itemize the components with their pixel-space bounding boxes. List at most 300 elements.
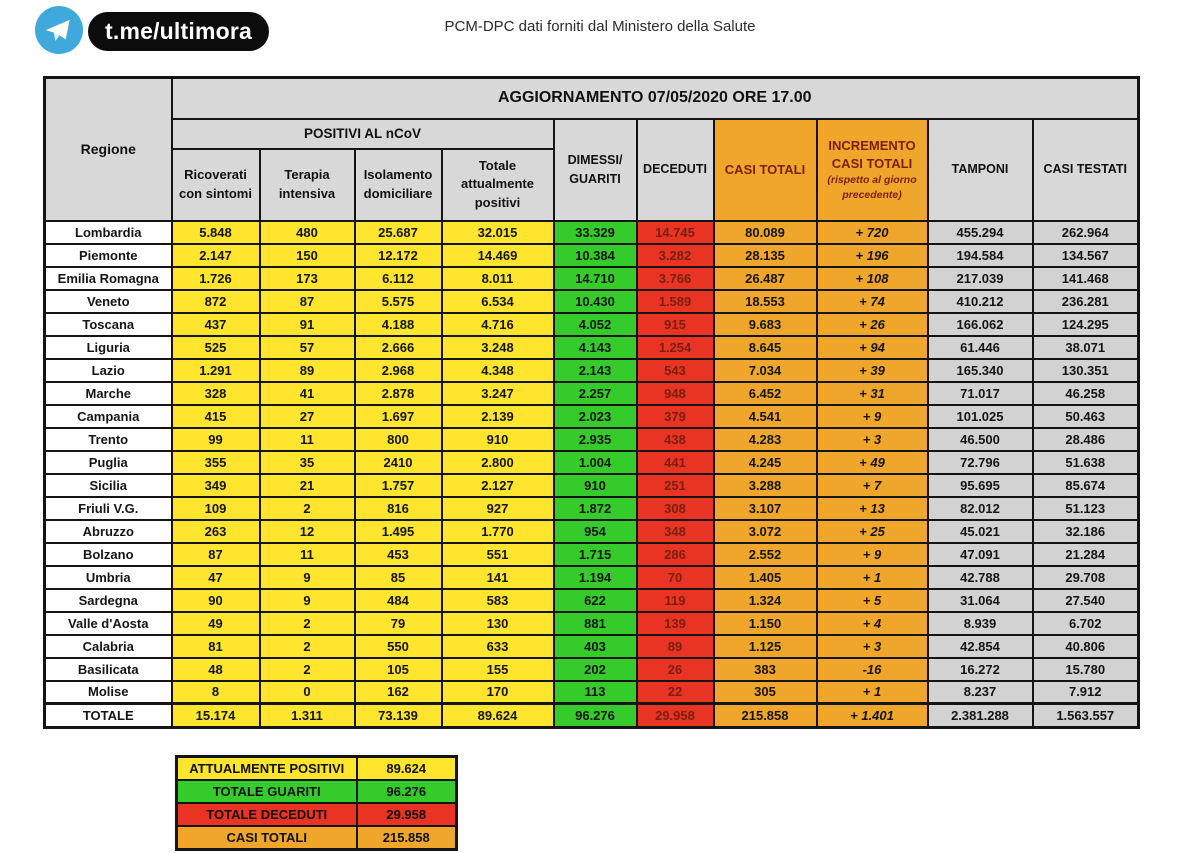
value-cell: 130 [442,612,554,635]
value-cell: 251 [637,474,714,497]
value-cell: 79 [355,612,442,635]
value-cell: 4.188 [355,313,442,336]
table-row [45,543,1139,566]
region-cell: Liguria [45,336,172,359]
value-cell: 215.858 [714,704,817,728]
value-cell: 872 [172,290,260,313]
value-cell: 441 [637,451,714,474]
value-cell: + 4 [817,612,928,635]
header-tamponi: TAMPONI [928,119,1033,221]
value-cell: 2 [260,635,355,658]
value-cell: 525 [172,336,260,359]
value-cell: 7.034 [714,359,817,382]
table-row [45,290,1139,313]
value-cell: 9 [260,589,355,612]
value-cell: 1.697 [355,405,442,428]
value-cell: 881 [554,612,637,635]
value-cell: 87 [172,543,260,566]
value-cell: 32.186 [1033,520,1139,543]
value-cell: 383 [714,658,817,681]
value-cell: 2.552 [714,543,817,566]
region-cell: Campania [45,405,172,428]
value-cell: 12 [260,520,355,543]
value-cell: 1.125 [714,635,817,658]
value-cell: 550 [355,635,442,658]
value-cell: 113 [554,681,637,704]
region-cell: Puglia [45,451,172,474]
header-incremento-note: (rispetto al giorno precedente) [827,174,917,201]
table-row [45,497,1139,520]
value-cell: 2.935 [554,428,637,451]
value-cell: 6.702 [1033,612,1139,635]
value-cell: 15.780 [1033,658,1139,681]
value-cell: 49 [172,612,260,635]
value-cell: 0 [260,681,355,704]
value-cell: 21 [260,474,355,497]
value-cell: 2.878 [355,382,442,405]
legend-label: CASI TOTALI [177,826,357,850]
value-cell: 1.715 [554,543,637,566]
value-cell: 51.123 [1033,497,1139,520]
region-cell: Marche [45,382,172,405]
region-cell: Basilicata [45,658,172,681]
value-cell: 410.212 [928,290,1033,313]
value-cell: 437 [172,313,260,336]
value-cell: 46.258 [1033,382,1139,405]
region-cell: Sicilia [45,474,172,497]
value-cell: + 196 [817,244,928,267]
value-cell: 15.174 [172,704,260,728]
value-cell: 800 [355,428,442,451]
value-cell: 583 [442,589,554,612]
region-cell: Piemonte [45,244,172,267]
table-row [45,336,1139,359]
value-cell: 543 [637,359,714,382]
table-row [45,221,1139,244]
value-cell: 1.004 [554,451,637,474]
value-cell: 12.172 [355,244,442,267]
value-cell: 95.695 [928,474,1033,497]
value-cell: + 7 [817,474,928,497]
header-casi-totali: CASI TOTALI [714,119,817,221]
region-cell: Veneto [45,290,172,313]
header-ricoverati: Ricoverati con sintomi [172,149,260,221]
region-cell: Umbria [45,566,172,589]
value-cell: 89 [260,359,355,382]
value-cell: 3.247 [442,382,554,405]
table-row [45,520,1139,543]
value-cell: + 108 [817,267,928,290]
value-cell: 72.796 [928,451,1033,474]
value-cell: 355 [172,451,260,474]
value-cell: 89 [637,635,714,658]
value-cell: + 720 [817,221,928,244]
value-cell: 47.091 [928,543,1033,566]
value-cell: 1.563.557 [1033,704,1139,728]
value-cell: 2.147 [172,244,260,267]
header-deceduti: DECEDUTI [637,119,714,221]
value-cell: 173 [260,267,355,290]
value-cell: 1.757 [355,474,442,497]
value-cell: + 1 [817,566,928,589]
value-cell: 633 [442,635,554,658]
value-cell: 816 [355,497,442,520]
region-cell: Abruzzo [45,520,172,543]
value-cell: 90 [172,589,260,612]
value-cell: 71.017 [928,382,1033,405]
header-isolamento: Isolamento domiciliare [355,149,442,221]
value-cell: + 3 [817,428,928,451]
value-cell: 8.645 [714,336,817,359]
table-row [45,474,1139,497]
value-cell: 130.351 [1033,359,1139,382]
value-cell: 1.311 [260,704,355,728]
value-cell: 4.348 [442,359,554,382]
value-cell: 1.291 [172,359,260,382]
header-regione: Regione [45,78,172,221]
value-cell: 927 [442,497,554,520]
value-cell: 9.683 [714,313,817,336]
value-cell: + 3 [817,635,928,658]
value-cell: + 5 [817,589,928,612]
value-cell: 141.468 [1033,267,1139,290]
value-cell: 910 [554,474,637,497]
value-cell: 10.430 [554,290,637,313]
value-cell: 262.964 [1033,221,1139,244]
value-cell: 305 [714,681,817,704]
value-cell: 915 [637,313,714,336]
value-cell: 99 [172,428,260,451]
value-cell: 4.143 [554,336,637,359]
legend-value: 29.958 [357,803,457,826]
table-row [45,313,1139,336]
value-cell: + 9 [817,543,928,566]
value-cell: 1.150 [714,612,817,635]
value-cell: 194.584 [928,244,1033,267]
value-cell: 14.469 [442,244,554,267]
telegram-icon [35,6,83,54]
header-casi-testati: CASI TESTATI [1033,119,1139,221]
value-cell: 166.062 [928,313,1033,336]
value-cell: 46.500 [928,428,1033,451]
table-row [45,612,1139,635]
value-cell: 2410 [355,451,442,474]
value-cell: 27.540 [1033,589,1139,612]
value-cell: 403 [554,635,637,658]
header-dimessi-guariti: DIMESSI/ GUARITI [554,119,637,221]
region-cell: Molise [45,681,172,704]
table-row [45,382,1139,405]
value-cell: 10.384 [554,244,637,267]
legend-label: ATTUALMENTE POSITIVI [177,757,357,781]
value-cell: 236.281 [1033,290,1139,313]
table-row [45,658,1139,681]
summary-legend [175,755,458,851]
value-cell: 57 [260,336,355,359]
value-cell: 7.912 [1033,681,1139,704]
value-cell: 48 [172,658,260,681]
value-cell: 85.674 [1033,474,1139,497]
table-row [45,566,1139,589]
region-cell: Calabria [45,635,172,658]
region-cell: Sardegna [45,589,172,612]
value-cell: 31.064 [928,589,1033,612]
value-cell: 1.254 [637,336,714,359]
header-totale-positivi: Totale attualmente positivi [442,149,554,221]
value-cell: 2 [260,658,355,681]
value-cell: 101.025 [928,405,1033,428]
value-cell: + 1 [817,681,928,704]
table-row [45,267,1139,290]
legend-value: 96.276 [357,780,457,803]
value-cell: + 94 [817,336,928,359]
value-cell: 42.788 [928,566,1033,589]
value-cell: 82.012 [928,497,1033,520]
value-cell: 3.107 [714,497,817,520]
value-cell: 8 [172,681,260,704]
value-cell: 348 [637,520,714,543]
value-cell: 3.288 [714,474,817,497]
value-cell: 1.726 [172,267,260,290]
value-cell: 263 [172,520,260,543]
region-cell: Bolzano [45,543,172,566]
value-cell: 379 [637,405,714,428]
value-cell: 105 [355,658,442,681]
value-cell: 165.340 [928,359,1033,382]
value-cell: 21.284 [1033,543,1139,566]
value-cell: 40.806 [1033,635,1139,658]
legend-label: TOTALE DECEDUTI [177,803,357,826]
table-header [45,78,1139,221]
value-cell: 124.295 [1033,313,1139,336]
legend-row [177,780,457,803]
value-cell: 42.854 [928,635,1033,658]
value-cell: 415 [172,405,260,428]
region-cell: Valle d'Aosta [45,612,172,635]
table-row [45,428,1139,451]
value-cell: 484 [355,589,442,612]
value-cell: 47 [172,566,260,589]
value-cell: 85 [355,566,442,589]
value-cell: 6.452 [714,382,817,405]
value-cell: 3.766 [637,267,714,290]
value-cell: 2.666 [355,336,442,359]
value-cell: 27 [260,405,355,428]
paper-plane-icon [44,17,72,45]
table-row [45,451,1139,474]
value-cell: -16 [817,658,928,681]
value-cell: 41 [260,382,355,405]
covid-table [43,76,1140,729]
value-cell: 3.072 [714,520,817,543]
value-cell: 61.446 [928,336,1033,359]
value-cell: 81 [172,635,260,658]
value-cell: 16.272 [928,658,1033,681]
header-positivi-group: POSITIVI AL nCoV [172,119,554,149]
value-cell: 109 [172,497,260,520]
value-cell: 910 [442,428,554,451]
value-cell: 2 [260,497,355,520]
value-cell: 150 [260,244,355,267]
table-row [45,635,1139,658]
value-cell: 26 [637,658,714,681]
value-cell: 32.015 [442,221,554,244]
value-cell: 33.329 [554,221,637,244]
value-cell: 9 [260,566,355,589]
value-cell: 1.495 [355,520,442,543]
value-cell: 4.716 [442,313,554,336]
value-cell: 328 [172,382,260,405]
value-cell: 51.638 [1033,451,1139,474]
legend-body [177,757,457,850]
region-cell: Lombardia [45,221,172,244]
header-incremento [817,119,928,221]
value-cell: 139 [637,612,714,635]
topbar [0,0,1200,64]
value-cell: + 31 [817,382,928,405]
value-cell: 29.958 [637,704,714,728]
value-cell: 8.011 [442,267,554,290]
header-incremento-title: INCREMENTO CASI TOTALI [828,138,916,171]
value-cell: 70 [637,566,714,589]
value-cell: + 74 [817,290,928,313]
source-caption: PCM-DPC dati forniti dal Ministero della Salute [444,18,756,35]
table-row [45,681,1139,704]
value-cell: 202 [554,658,637,681]
value-cell: + 1.401 [817,704,928,728]
value-cell: 551 [442,543,554,566]
table-body [45,221,1139,728]
value-cell: 1.405 [714,566,817,589]
value-cell: 1.589 [637,290,714,313]
value-cell: 8.237 [928,681,1033,704]
value-cell: 438 [637,428,714,451]
value-cell: 480 [260,221,355,244]
value-cell: 119 [637,589,714,612]
value-cell: 3.248 [442,336,554,359]
value-cell: 2.139 [442,405,554,428]
value-cell: 2.968 [355,359,442,382]
telegram-channel-badge[interactable]: t.me/ultimora [88,12,269,51]
value-cell: 286 [637,543,714,566]
value-cell: 308 [637,497,714,520]
value-cell: 11 [260,543,355,566]
value-cell: + 13 [817,497,928,520]
value-cell: + 49 [817,451,928,474]
value-cell: 3.282 [637,244,714,267]
value-cell: 11 [260,428,355,451]
legend-row [177,826,457,850]
value-cell: 2.257 [554,382,637,405]
value-cell: 22 [637,681,714,704]
value-cell: 4.541 [714,405,817,428]
value-cell: 45.021 [928,520,1033,543]
value-cell: 455.294 [928,221,1033,244]
value-cell: + 39 [817,359,928,382]
value-cell: 14.745 [637,221,714,244]
value-cell: 2.800 [442,451,554,474]
value-cell: 134.567 [1033,244,1139,267]
value-cell: 1.770 [442,520,554,543]
value-cell: 87 [260,290,355,313]
region-cell: Trento [45,428,172,451]
region-cell: Lazio [45,359,172,382]
legend-value: 215.858 [357,826,457,850]
value-cell: 453 [355,543,442,566]
value-cell: 4.245 [714,451,817,474]
value-cell: 35 [260,451,355,474]
value-cell: 2 [260,612,355,635]
value-cell: 25.687 [355,221,442,244]
value-cell: 8.939 [928,612,1033,635]
value-cell: 28.135 [714,244,817,267]
region-cell: Friuli V.G. [45,497,172,520]
legend-label: TOTALE GUARITI [177,780,357,803]
value-cell: 2.127 [442,474,554,497]
legend-value: 89.624 [357,757,457,781]
value-cell: 18.553 [714,290,817,313]
value-cell: 217.039 [928,267,1033,290]
table-title: AGGIORNAMENTO 07/05/2020 ORE 17.00 [172,78,1139,119]
region-cell: TOTALE [45,704,172,728]
value-cell: 96.276 [554,704,637,728]
value-cell: 170 [442,681,554,704]
value-cell: 80.089 [714,221,817,244]
value-cell: 50.463 [1033,405,1139,428]
value-cell: + 25 [817,520,928,543]
value-cell: 6.112 [355,267,442,290]
value-cell: + 9 [817,405,928,428]
value-cell: 2.381.288 [928,704,1033,728]
value-cell: 1.194 [554,566,637,589]
table-row [45,359,1139,382]
value-cell: 2.143 [554,359,637,382]
table-row [45,405,1139,428]
legend-row [177,757,457,781]
value-cell: 38.071 [1033,336,1139,359]
value-cell: 91 [260,313,355,336]
value-cell: 954 [554,520,637,543]
value-cell: 6.534 [442,290,554,313]
value-cell: 89.624 [442,704,554,728]
legend-row [177,803,457,826]
value-cell: 4.052 [554,313,637,336]
table-row [45,244,1139,267]
region-cell: Toscana [45,313,172,336]
value-cell: 1.872 [554,497,637,520]
value-cell: 622 [554,589,637,612]
value-cell: 5.575 [355,290,442,313]
value-cell: 29.708 [1033,566,1139,589]
value-cell: 1.324 [714,589,817,612]
value-cell: 4.283 [714,428,817,451]
value-cell: 73.139 [355,704,442,728]
value-cell: 349 [172,474,260,497]
value-cell: 5.848 [172,221,260,244]
value-cell: 2.023 [554,405,637,428]
value-cell: + 26 [817,313,928,336]
table-row-total [45,704,1139,728]
table-row [45,589,1139,612]
value-cell: 14.710 [554,267,637,290]
region-cell: Emilia Romagna [45,267,172,290]
value-cell: 28.486 [1033,428,1139,451]
value-cell: 26.487 [714,267,817,290]
header-terapia-intensiva: Terapia intensiva [260,149,355,221]
value-cell: 948 [637,382,714,405]
value-cell: 141 [442,566,554,589]
value-cell: 162 [355,681,442,704]
